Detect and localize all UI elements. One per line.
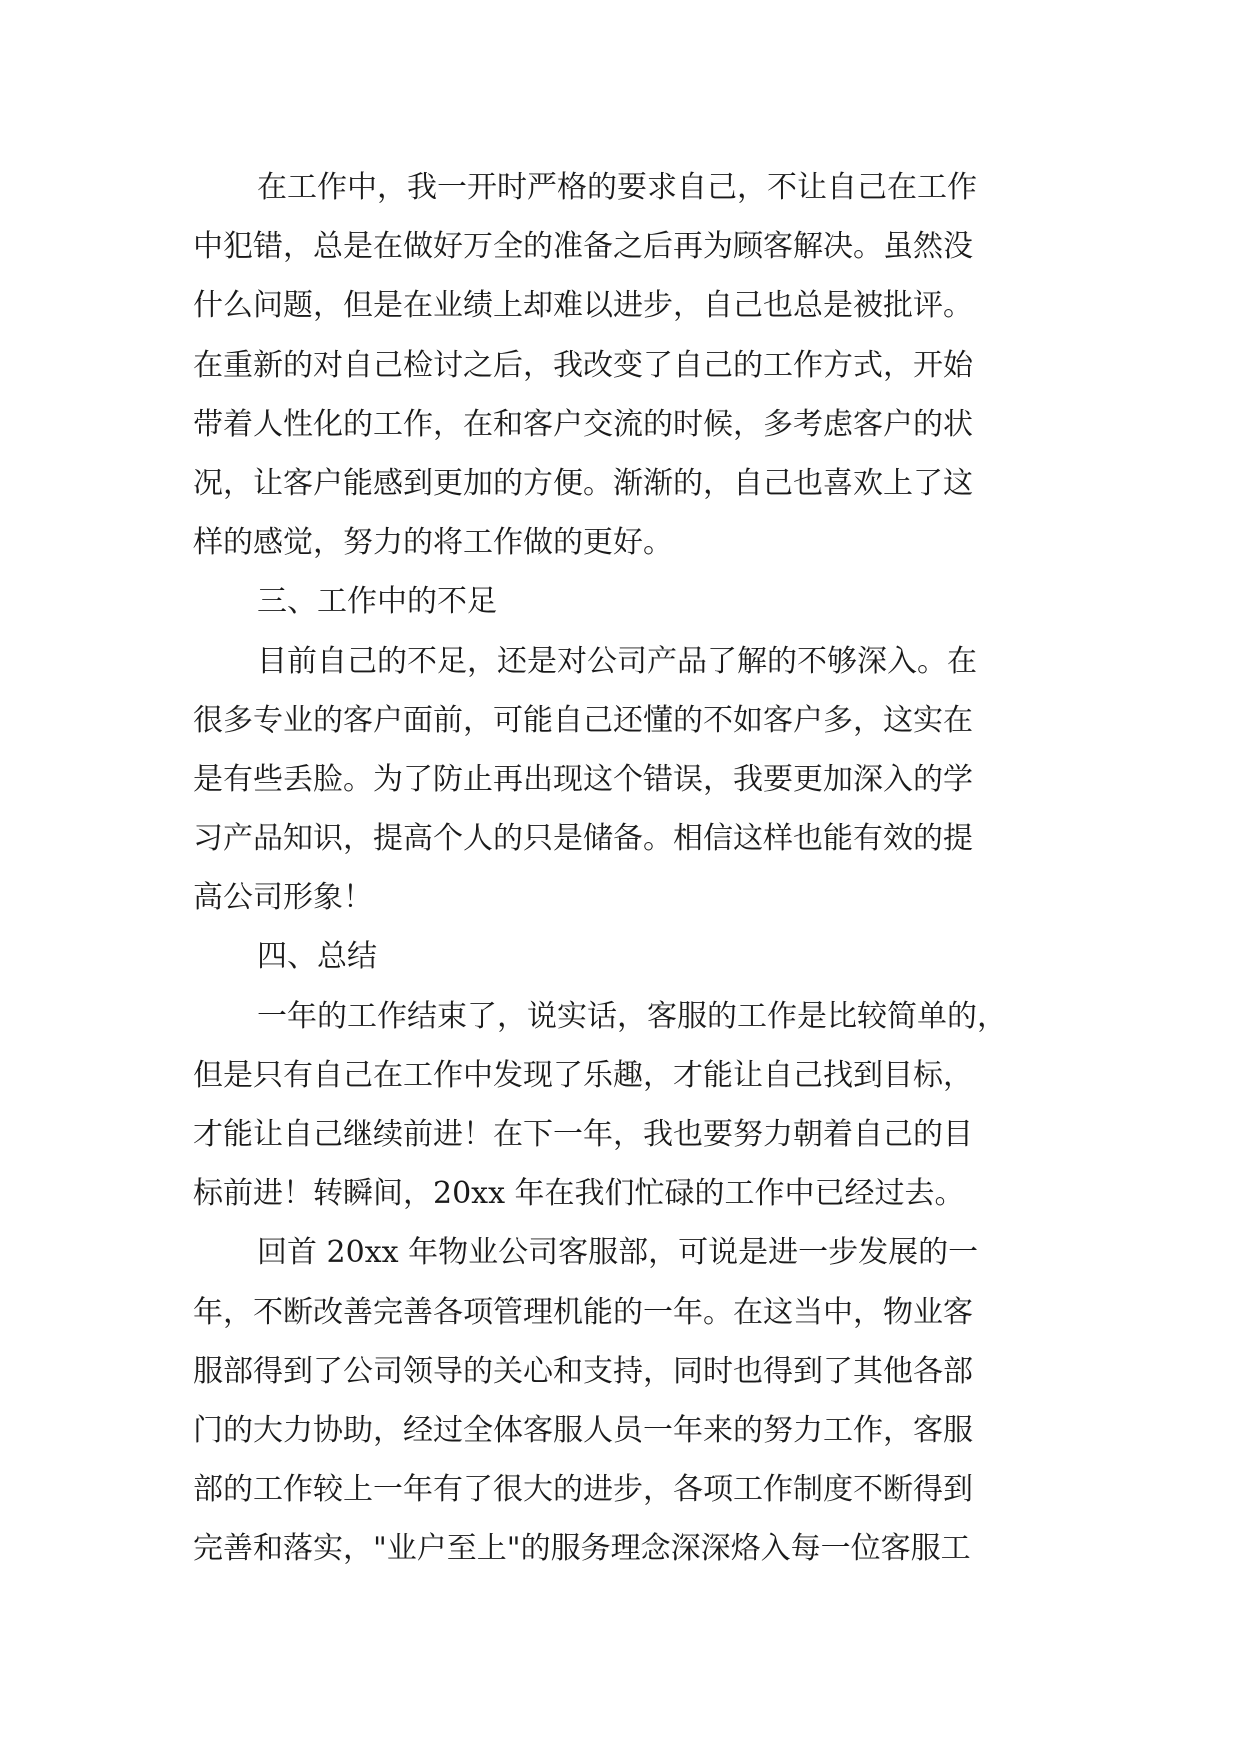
document-body: [193, 158, 1053, 1579]
text-line: 高公司形象！: [193, 880, 373, 916]
text-line: 标前进！转瞬间，20xx 年在我们忙碌的工作中已经过去。: [193, 1176, 965, 1212]
text-line: 样的感觉，努力的将工作做的更好。: [193, 525, 673, 561]
text-line: 在重新的对自己检讨之后，我改变了自己的工作方式，开始: [193, 347, 973, 383]
text-line: 带着人性化的工作，在和客户交流的时候，多考虑客户的状: [193, 406, 973, 442]
section-heading: 四、总结: [257, 939, 377, 975]
text-line: 服部得到了公司领导的关心和支持，同时也得到了其他各部: [193, 1353, 973, 1389]
text-line: 回首 20xx 年物业公司客服部，可说是进一步发展的一: [257, 1235, 979, 1271]
section-heading: 三、工作中的不足: [257, 584, 497, 620]
text-line: 年，不断改善完善各项管理机能的一年。在这当中，物业客: [193, 1294, 973, 1330]
text-line: 在工作中，我一开时严格的要求自己，不让自己在工作: [257, 170, 977, 205]
text-line: 但是只有自己在工作中发现了乐趣，才能让自己找到目标，: [193, 1057, 973, 1093]
text-line: 完善和落实，"业户至上"的服务理念深深烙入每一位客服工: [193, 1531, 971, 1567]
text-line: 部的工作较上一年有了很大的进步，各项工作制度不断得到: [193, 1472, 973, 1508]
text-line: 是有些丢脸。为了防止再出现这个错误，我要更加深入的学: [193, 761, 973, 797]
text-line: 很多专业的客户面前，可能自己还懂的不如客户多，这实在: [193, 702, 973, 738]
text-line: 一年的工作结束了，说实话，客服的工作是比较简单的，: [257, 998, 1007, 1034]
text-line: 什么问题，但是在业绩上却难以进步，自己也总是被批评。: [193, 288, 973, 324]
text-line: 中犯错，总是在做好万全的准备之后再为顾客解决。虽然没: [193, 229, 973, 265]
text-line: 才能让自己继续前进！在下一年，我也要努力朝着自己的目: [193, 1117, 973, 1152]
text-line: 门的大力协助，经过全体客服人员一年来的努力工作，客服: [193, 1412, 973, 1448]
text-line: 习产品知识，提高个人的只是储备。相信这样也能有效的提: [193, 821, 973, 857]
text-line: 目前自己的不足，还是对公司产品了解的不够深入。在: [257, 643, 977, 679]
text-line: 况，让客户能感到更加的方便。渐渐的，自己也喜欢上了这: [193, 465, 973, 501]
